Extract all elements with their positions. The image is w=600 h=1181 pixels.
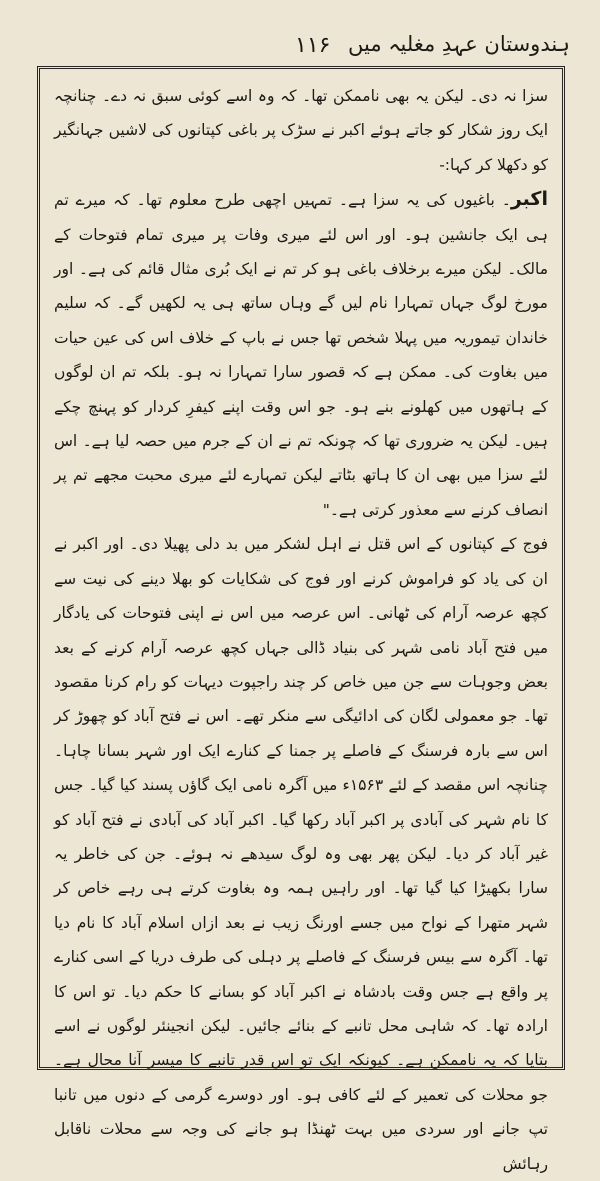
page-number: ۱۱۶	[295, 33, 331, 58]
page-header	[40, 10, 570, 60]
paragraph-3: فوج کے کپتانوں کے اس قتل نے اہل لشکر میں بد دلی پھیلا دی۔ اور اکبر نے ان کی یاد کو فراموش کرنے اور فوج کی شکایات کو بھلا دینے کی نیت سے کچھ عرصہ آرام کی ٹھانی۔ اس عرصہ میں اس نے اپنی فتوحات کی یادگار میں فتح آباد نامی شہر کی بنیاد ڈالی جہاں کچھ عرصہ آرام کرنے کے بعد بعض وجوہات سے جن میں خاص کر چند راجپوت دیہات کو رام کرنا مقصود تھا۔ جو معمولی لگان کی ادائیگی سے منکر تھے۔ اس نے فتح آباد کو چھوڑ کر اس سے بارہ فرسنگ کے فاصلے پر جمنا کے کنارے ایک اور شہر بسانا چاہا۔ چنانچہ اس مقصد کے لئے ۱۵۶۳ء میں آگرہ نامی ایک گاؤں پسند کیا گیا۔ جس کا نام شہر کی آبادی پر اکبر آباد رکھا گیا۔ اکبر آباد کی آبادی نے فتح آباد کو غیر آباد کر دیا۔ لیکن پھر بھی وہ لوگ سیدھے نہ ہوئے۔ جن کی خاطر یہ سارا بکھیڑا کیا گیا تھا۔ اور راہیں ہمہ وہ بغاوت کرتے ہی رہے خاص کر شہر متھرا کے نواح میں جسے اورنگ زیب نے بعد ازاں اسلام آباد کا نام دیا تھا۔ آگرہ سے بیس فرسنگ کے فاصلے پر دہلی کی طرف دریا کے اسی کنارے پر واقع ہے جس وقت بادشاہ نے اکبر آباد کو بسانے کا حکم دیا۔ تو اس کا ارادہ تھا۔ کہ شاہی محل تانبے کے بنائے جائیں۔ لیکن انجینئر لوگوں نے اسے بتایا کہ یہ ناممکن ہے۔ کیونکہ ایک تو اس قدر تانبے کا میسر آنا محال ہے۔ جو محلات کی تعمیر کے لئے کافی ہو۔ اور دوسرے گرمی کے دنوں میں تانبا تپ جانے اور سردی میں بہت ٹھنڈا ہو جانے کی وجہ سے محلات ناقابل رہائش	[54, 535, 549, 1173]
speaker-name: اکبر	[510, 188, 548, 211]
paragraph-1: سزا نہ دی۔ لیکن یہ بھی ناممکن تھا۔ کہ وہ اسے کوئی سبق نہ دے۔ چنانچہ ایک روز شکار کو جاتے ہوئے اکبر نے سڑک پر باغی کپتانوں کی لاشیں جہانگیر کو دکھلا کر کہا:-	[54, 87, 548, 174]
paragraph-2	[54, 182, 548, 527]
text-frame	[37, 66, 565, 1173]
main-text	[54, 79, 549, 1173]
speech-text: ۔ باغیوں کی یہ سزا ہے۔ تمہیں اچھی طرح معلوم تھا۔ کہ میرے تم ہی ایک جانشین ہو۔ اور اس لئے میری وفات پر میری تمام فتوحات کے مالک۔ لیکن میرے برخلاف باغی ہو کر تم نے ایک بُری مثال قائم کی ہے۔ اور مورخ لوگ جہاں تمہارا نام لیں گے وہاں ساتھ ہی یہ لکھیں گے۔ کہ سلیم خاندان تیموریہ میں پہلا شخص تھا جس نے باپ کے خلاف اس کی عین حیات میں بغاوت کی۔ ممکن ہے کہ قصور سارا تمہارا نہ ہو۔ بلکہ تم ان لوگوں کے ہاتھوں میں کھلونے بنے ہو۔ جو اس وقت اپنے کیفرِ کردار کو پہنچ چکے ہیں۔ لیکن یہ ضروری تھا کہ چونکہ تم نے ان کے جرم میں حصہ لیا ہے۔ اس لئے سزا میں بھی ان کا ہاتھ بٹاتے لیکن تمہارے لئے میری محبت مجھے تم پر انصاف کرنے سے معذور کرتی ہے۔"	[54, 191, 548, 519]
running-title: ہندوستان عہدِ مغلیہ میں	[348, 32, 570, 56]
